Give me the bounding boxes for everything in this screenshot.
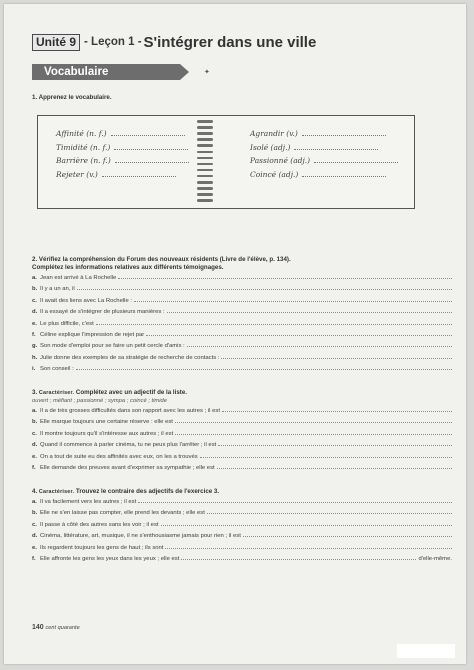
exercise-4 — [32, 488, 452, 564]
answer-line[interactable] — [217, 462, 452, 469]
list-item: a. Il a de très grosses difficultés dans son rapport avec les autres ; il est — [32, 405, 452, 416]
list-item: d. Quand il commence à parler cinéma, tu ne peux plus l'arrêter ; il est — [32, 439, 452, 450]
list-item: d. Cinéma, littérature, art, musique, il ne s'enthousiasme jamais pour rien ; il est — [32, 530, 452, 541]
answer-line[interactable] — [77, 283, 452, 290]
sparkle-icon: ✦ — [204, 69, 210, 76]
vocab-entry: Timidité (n. f.) — [56, 142, 189, 152]
blank-label — [397, 644, 455, 658]
list-item: b. Elle marque toujours une certaine réserve : elle est — [32, 416, 452, 427]
exercise-2-title: 2. Vérifiez la compréhension du Forum des nouveaux résidents (Livre de l'élève, p. 134). — [32, 256, 291, 263]
list-item: d. Il a essayé de s'intégrer de plusieurs manières : — [32, 306, 452, 317]
answer-line[interactable] — [161, 519, 452, 526]
answer-line[interactable] — [115, 155, 189, 163]
answer-line[interactable] — [222, 405, 452, 412]
list-item: e. Le plus difficile, c'est — [32, 318, 452, 329]
exercise-1-title: 1. Apprenez le vocabulaire. — [32, 94, 112, 101]
section-banner-vocabulaire: Vocabulaire — [32, 64, 180, 80]
list-item: a. Jean est arrivé à La Rochelle — [32, 272, 452, 283]
list-item: i. Son conseil : — [32, 363, 452, 374]
list-item: c. Il passe à côté des autres sans les voir ; il est — [32, 519, 452, 530]
notebook-spiral — [197, 120, 213, 202]
exercise-4-title: 4. Caractériser. Trouvez le contraire des adjectifs de l'exercice 3. — [32, 488, 220, 495]
vocab-entry: Rejeter (v.) — [56, 169, 189, 179]
answer-line[interactable] — [221, 352, 452, 359]
vocab-entry: Coincé (adj.) — [250, 169, 398, 179]
exercise-2-subtitle: Complétez les informations relatives aux différents témoignages. — [32, 264, 224, 271]
page-number: 140 — [32, 624, 44, 631]
list-item: c. Il avait des liens avec La Rochelle : — [32, 295, 452, 306]
answer-line[interactable] — [302, 169, 386, 177]
list-item: h. Julie donne des exemples de sa stratégie de recherche de contacts : — [32, 352, 452, 363]
answer-line[interactable] — [111, 128, 185, 136]
list-item: e. On a tout de suite eu des affinités avec eux, on les a trouvés — [32, 451, 452, 462]
workbook-page — [4, 4, 466, 664]
page-number-words: cent quarante — [45, 625, 80, 631]
answer-line[interactable] — [138, 496, 452, 503]
answer-line[interactable] — [302, 128, 386, 136]
answer-line[interactable] — [181, 553, 416, 560]
answer-line[interactable] — [165, 542, 452, 549]
vocabulary-notebook — [37, 115, 415, 209]
answer-line[interactable] — [314, 155, 398, 163]
answer-line[interactable] — [118, 272, 452, 279]
answer-line[interactable] — [243, 530, 452, 537]
answer-line[interactable] — [167, 306, 452, 313]
lesson-label: - Leçon 1 - — [84, 36, 142, 48]
answer-line[interactable] — [218, 439, 452, 446]
vocab-entry: Barrière (n. f.) — [56, 155, 189, 165]
exercise-3-title: 3. Caractériser. Complétez avec un adjectif de la liste. — [32, 389, 187, 396]
page-footer — [32, 624, 80, 631]
page-title: S'intégrer dans une ville — [143, 33, 317, 51]
list-item: e. Ils regardent toujours les gens de haut ; ils sont — [32, 542, 452, 553]
vocab-column-right — [250, 128, 398, 179]
answer-line[interactable] — [96, 318, 452, 325]
list-item: f. Elle demande des preuves avant d'exprimer sa sympathie ; elle est — [32, 462, 452, 473]
list-item: b. Elle ne s'en laisse pas compter, elle prend les devants ; elle est — [32, 507, 452, 518]
answer-line[interactable] — [175, 416, 452, 423]
unit-badge: Unité 9 — [32, 34, 80, 51]
answer-line[interactable] — [175, 428, 452, 435]
list-item: c. Il montre toujours qu'il s'intéresse aux autres ; il est — [32, 428, 452, 439]
answer-line[interactable] — [134, 295, 452, 302]
answer-line[interactable] — [294, 142, 378, 150]
vocab-column-left — [56, 128, 189, 179]
answer-line[interactable] — [187, 340, 452, 347]
answer-line[interactable] — [200, 451, 452, 458]
list-item: g. Son mode d'emploi pour se faire un petit cercle d'amis : — [32, 340, 452, 351]
list-item: b. Il y a un an, il — [32, 283, 452, 294]
vocab-entry: Passionné (adj.) — [250, 155, 398, 165]
answer-line[interactable] — [114, 142, 188, 150]
answer-line[interactable] — [146, 329, 452, 336]
vocab-entry: Isolé (adj.) — [250, 142, 398, 152]
vocab-entry: Agrandir (v.) — [250, 128, 398, 138]
answer-line[interactable] — [207, 507, 452, 514]
list-item: a. Il va facilement vers les autres ; il est — [32, 496, 452, 507]
list-item: f. Elle affronte les gens les yeux dans les yeux ; elle est d'elle-même. — [32, 553, 452, 564]
answer-line[interactable] — [76, 363, 452, 370]
word-list: ouvert ; méfiant ; passionné ; sympa ; coincé ; timide — [32, 398, 168, 404]
vocab-entry: Affinité (n. f.) — [56, 128, 189, 138]
answer-line[interactable] — [102, 169, 176, 177]
exercise-2 — [32, 256, 452, 375]
page-header — [32, 33, 316, 51]
exercise-3 — [32, 389, 452, 473]
list-item: f. Céline explique l'impression de rejet par — [32, 329, 452, 340]
